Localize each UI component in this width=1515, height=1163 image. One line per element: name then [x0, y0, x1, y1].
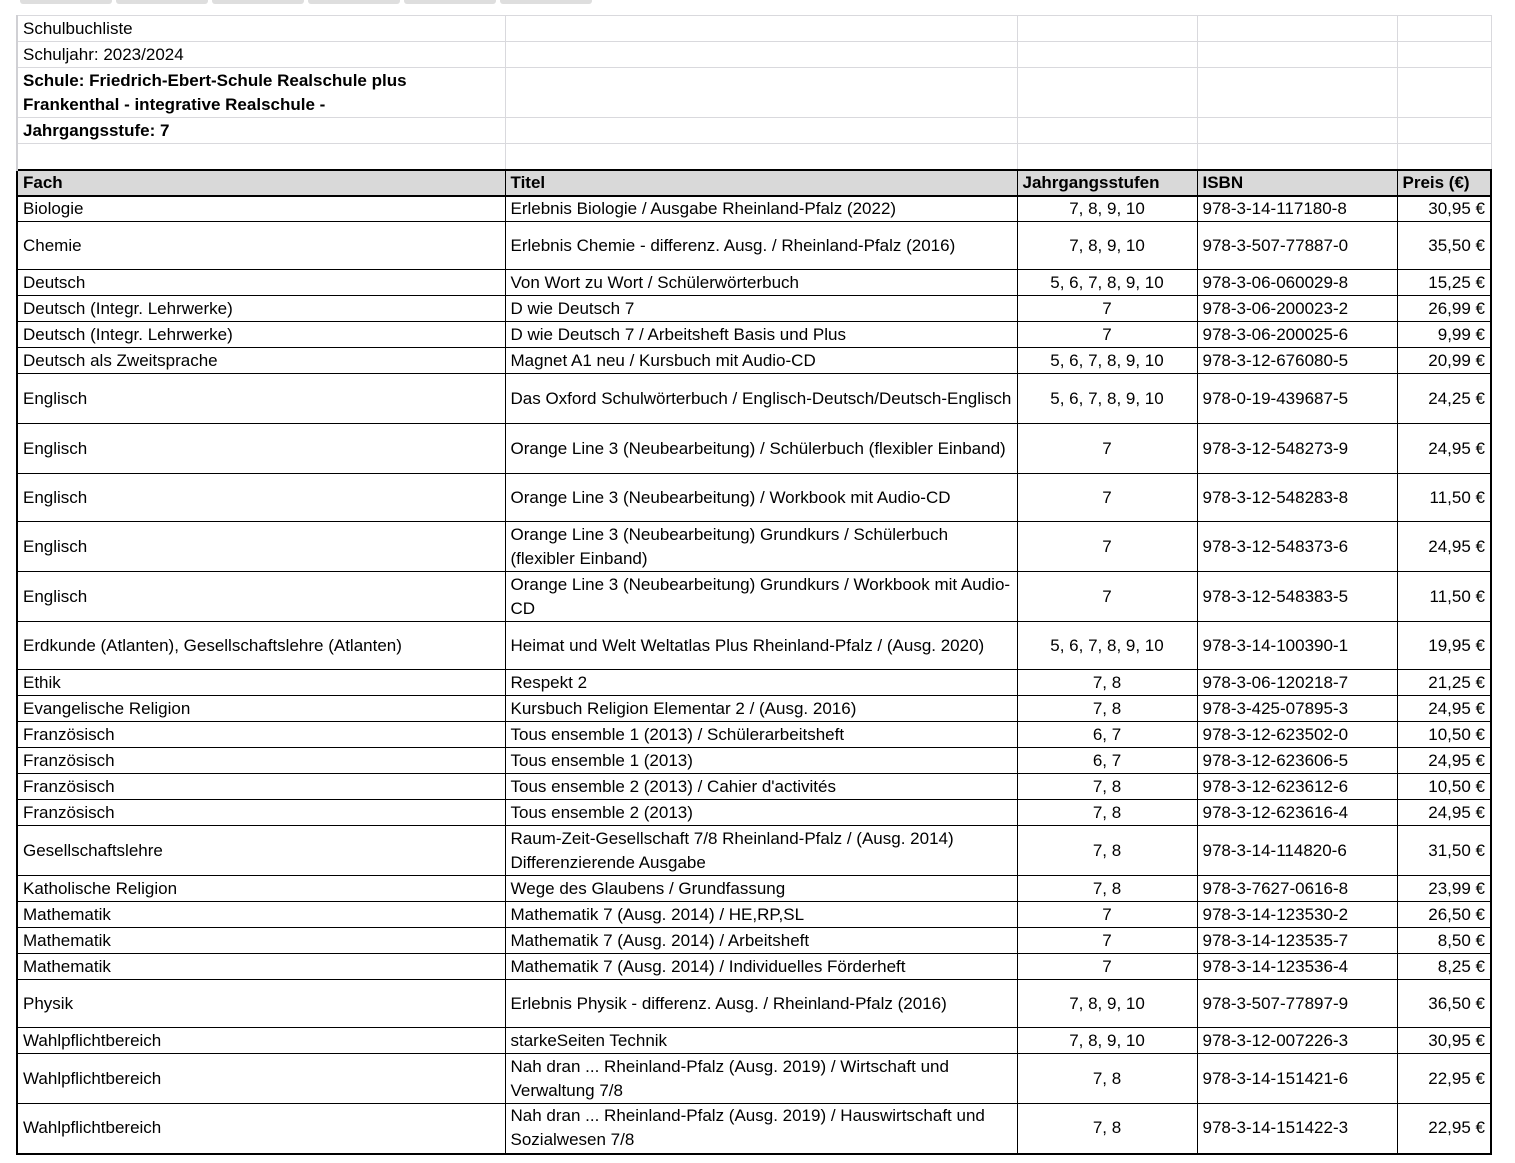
cell-price: 11,50 € [1397, 474, 1491, 522]
cell-subject: Französisch [17, 800, 505, 826]
cell-grades: 5, 6, 7, 8, 9, 10 [1017, 374, 1197, 424]
cell-price: 26,50 € [1397, 902, 1491, 928]
list-title: Schulbuchliste [17, 16, 505, 42]
grade-level: Jahrgangsstufe: 7 [17, 118, 505, 144]
cell-isbn: 978-3-06-120218-7 [1197, 670, 1397, 696]
table-row [17, 296, 1491, 322]
cell-isbn: 978-3-12-623606-5 [1197, 748, 1397, 774]
cell-price: 24,95 € [1397, 696, 1491, 722]
cell-grades: 7 [1017, 928, 1197, 954]
cell-title: Erlebnis Chemie - differenz. Ausg. / Rheinland-Pfalz (2016) [505, 222, 1017, 270]
cell-title: Das Oxford Schulwörterbuch / Englisch-Deutsch/Deutsch-Englisch [505, 374, 1017, 424]
cell-isbn: 978-3-14-114820-6 [1197, 826, 1397, 876]
table-row [17, 670, 1491, 696]
cell-price: 30,95 € [1397, 196, 1491, 222]
cell-title: Kursbuch Religion Elementar 2 / (Ausg. 2016) [505, 696, 1017, 722]
cell-title: Mathematik 7 (Ausg. 2014) / HE,RP,SL [505, 902, 1017, 928]
cell-grades: 7 [1017, 424, 1197, 474]
cell-grades: 7 [1017, 474, 1197, 522]
school-name: Schule: Friedrich-Ebert-Schule Realschule plus Frankenthal - integrative Realschule - [17, 68, 505, 118]
cell-grades: 7, 8 [1017, 876, 1197, 902]
cell-price: 19,95 € [1397, 622, 1491, 670]
sheet-tab[interactable] [212, 0, 304, 4]
cell-grades: 7 [1017, 296, 1197, 322]
cell-subject: Wahlpflichtbereich [17, 1104, 505, 1154]
cell-subject: Mathematik [17, 902, 505, 928]
cell-grades: 7, 8 [1017, 696, 1197, 722]
cell-title: Tous ensemble 2 (2013) [505, 800, 1017, 826]
table-row [17, 1028, 1491, 1054]
sheet-tab[interactable] [404, 0, 496, 4]
cell-title: Erlebnis Biologie / Ausgabe Rheinland-Pfalz (2022) [505, 196, 1017, 222]
school-year: Schuljahr: 2023/2024 [17, 42, 505, 68]
table-row [17, 696, 1491, 722]
cell-price: 31,50 € [1397, 826, 1491, 876]
cell-isbn: 978-3-7627-0616-8 [1197, 876, 1397, 902]
cell-subject: Englisch [17, 522, 505, 572]
cell-title: D wie Deutsch 7 [505, 296, 1017, 322]
cell-price: 10,50 € [1397, 722, 1491, 748]
table-row [17, 928, 1491, 954]
cell-grades: 7, 8 [1017, 1054, 1197, 1104]
sheet-tab[interactable] [500, 0, 592, 4]
cell-price: 11,50 € [1397, 572, 1491, 622]
cell-isbn: 978-3-06-200023-2 [1197, 296, 1397, 322]
cell-subject: Wahlpflichtbereich [17, 1028, 505, 1054]
table-row [17, 196, 1491, 222]
cell-subject: Deutsch als Zweitsprache [17, 348, 505, 374]
cell-subject: Wahlpflichtbereich [17, 1054, 505, 1104]
cell-subject: Evangelische Religion [17, 696, 505, 722]
column-header-title: Titel [505, 170, 1017, 196]
column-header-grades: Jahrgangsstufen [1017, 170, 1197, 196]
table-row [17, 774, 1491, 800]
cell-grades: 7, 8 [1017, 826, 1197, 876]
cell-subject: Biologie [17, 196, 505, 222]
sheet-tab-strip [20, 0, 592, 4]
cell-title: Respekt 2 [505, 670, 1017, 696]
cell-subject: Französisch [17, 722, 505, 748]
cell-title: starkeSeiten Technik [505, 1028, 1017, 1054]
cell-subject: Französisch [17, 774, 505, 800]
cell-isbn: 978-3-14-123530-2 [1197, 902, 1397, 928]
cell-grades: 7, 8 [1017, 1104, 1197, 1154]
cell-grades: 7, 8, 9, 10 [1017, 1028, 1197, 1054]
table-row [17, 954, 1491, 980]
cell-price: 26,99 € [1397, 296, 1491, 322]
column-header-price: Preis (€) [1397, 170, 1491, 196]
cell-isbn: 978-3-12-548373-6 [1197, 522, 1397, 572]
table-row [17, 374, 1491, 424]
cell-subject: Englisch [17, 374, 505, 424]
cell-price: 24,95 € [1397, 522, 1491, 572]
cell-price: 8,25 € [1397, 954, 1491, 980]
cell-isbn: 978-3-14-123536-4 [1197, 954, 1397, 980]
cell-title: Raum-Zeit-Gesellschaft 7/8 Rheinland-Pfalz / (Ausg. 2014) Differenzierende Ausgabe [505, 826, 1017, 876]
cell-price: 9,99 € [1397, 322, 1491, 348]
cell-grades: 7, 8, 9, 10 [1017, 222, 1197, 270]
column-header-subject: Fach [17, 170, 505, 196]
cell-grades: 7 [1017, 572, 1197, 622]
cell-price: 22,95 € [1397, 1104, 1491, 1154]
schoolbook-table [16, 15, 1492, 1155]
sheet-header [17, 16, 1491, 170]
cell-subject: Chemie [17, 222, 505, 270]
table-row [17, 876, 1491, 902]
sheet-tab[interactable] [116, 0, 208, 4]
table-row [17, 748, 1491, 774]
cell-price: 30,95 € [1397, 1028, 1491, 1054]
cell-subject: Erdkunde (Atlanten), Gesellschaftslehre (Atlanten) [17, 622, 505, 670]
cell-isbn: 978-3-425-07895-3 [1197, 696, 1397, 722]
table-row [17, 826, 1491, 876]
cell-subject: Englisch [17, 572, 505, 622]
cell-subject: Mathematik [17, 928, 505, 954]
cell-isbn: 978-3-12-623612-6 [1197, 774, 1397, 800]
cell-isbn: 978-3-14-100390-1 [1197, 622, 1397, 670]
cell-price: 20,99 € [1397, 348, 1491, 374]
cell-grades: 5, 6, 7, 8, 9, 10 [1017, 270, 1197, 296]
book-rows [17, 196, 1491, 1154]
table-row [17, 722, 1491, 748]
cell-price: 24,95 € [1397, 424, 1491, 474]
table-row [17, 322, 1491, 348]
cell-grades: 7 [1017, 954, 1197, 980]
table-row [17, 270, 1491, 296]
cell-subject: Katholische Religion [17, 876, 505, 902]
cell-title: D wie Deutsch 7 / Arbeitsheft Basis und Plus [505, 322, 1017, 348]
cell-subject: Englisch [17, 474, 505, 522]
cell-title: Erlebnis Physik - differenz. Ausg. / Rheinland-Pfalz (2016) [505, 980, 1017, 1028]
cell-title: Wege des Glaubens / Grundfassung [505, 876, 1017, 902]
cell-price: 21,25 € [1397, 670, 1491, 696]
cell-subject: Deutsch (Integr. Lehrwerke) [17, 322, 505, 348]
cell-grades: 6, 7 [1017, 722, 1197, 748]
cell-isbn: 978-3-507-77887-0 [1197, 222, 1397, 270]
table-row [17, 1104, 1491, 1154]
cell-isbn: 978-3-12-548283-8 [1197, 474, 1397, 522]
cell-isbn: 978-0-19-439687-5 [1197, 374, 1397, 424]
cell-isbn: 978-3-14-123535-7 [1197, 928, 1397, 954]
table-row [17, 348, 1491, 374]
cell-isbn: 978-3-06-200025-6 [1197, 322, 1397, 348]
cell-title: Magnet A1 neu / Kursbuch mit Audio-CD [505, 348, 1017, 374]
cell-grades: 7 [1017, 522, 1197, 572]
cell-isbn: 978-3-12-548383-5 [1197, 572, 1397, 622]
table-row [17, 572, 1491, 622]
cell-isbn: 978-3-12-676080-5 [1197, 348, 1397, 374]
cell-subject: Englisch [17, 424, 505, 474]
cell-price: 15,25 € [1397, 270, 1491, 296]
cell-isbn: 978-3-14-151421-6 [1197, 1054, 1397, 1104]
cell-grades: 5, 6, 7, 8, 9, 10 [1017, 622, 1197, 670]
cell-subject: Ethik [17, 670, 505, 696]
cell-grades: 5, 6, 7, 8, 9, 10 [1017, 348, 1197, 374]
table-row [17, 222, 1491, 270]
cell-price: 36,50 € [1397, 980, 1491, 1028]
cell-title: Mathematik 7 (Ausg. 2014) / Arbeitsheft [505, 928, 1017, 954]
cell-grades: 7, 8 [1017, 800, 1197, 826]
cell-title: Orange Line 3 (Neubearbeitung) Grundkurs / Workbook mit Audio-CD [505, 572, 1017, 622]
cell-isbn: 978-3-14-151422-3 [1197, 1104, 1397, 1154]
cell-isbn: 978-3-12-623502-0 [1197, 722, 1397, 748]
sheet-tab[interactable] [20, 0, 112, 4]
cell-subject: Deutsch (Integr. Lehrwerke) [17, 296, 505, 322]
cell-isbn: 978-3-12-548273-9 [1197, 424, 1397, 474]
cell-grades: 7, 8 [1017, 670, 1197, 696]
cell-grades: 6, 7 [1017, 748, 1197, 774]
cell-grades: 7, 8, 9, 10 [1017, 196, 1197, 222]
table-row [17, 902, 1491, 928]
cell-price: 24,95 € [1397, 748, 1491, 774]
cell-price: 10,50 € [1397, 774, 1491, 800]
cell-title: Orange Line 3 (Neubearbeitung) / Schülerbuch (flexibler Einband) [505, 424, 1017, 474]
cell-title: Heimat und Welt Weltatlas Plus Rheinland-Pfalz / (Ausg. 2020) [505, 622, 1017, 670]
table-row [17, 800, 1491, 826]
cell-price: 8,50 € [1397, 928, 1491, 954]
cell-title: Tous ensemble 1 (2013) / Schülerarbeitsheft [505, 722, 1017, 748]
cell-price: 24,95 € [1397, 800, 1491, 826]
table-row [17, 1054, 1491, 1104]
cell-title: Tous ensemble 2 (2013) / Cahier d'activités [505, 774, 1017, 800]
sheet-tab[interactable] [308, 0, 400, 4]
cell-subject: Mathematik [17, 954, 505, 980]
table-row [17, 980, 1491, 1028]
cell-subject: Deutsch [17, 270, 505, 296]
cell-title: Nah dran ... Rheinland-Pfalz (Ausg. 2019) / Wirtschaft und Verwaltung 7/8 [505, 1054, 1017, 1104]
cell-grades: 7, 8 [1017, 774, 1197, 800]
cell-isbn: 978-3-12-007226-3 [1197, 1028, 1397, 1054]
cell-price: 23,99 € [1397, 876, 1491, 902]
cell-isbn: 978-3-12-623616-4 [1197, 800, 1397, 826]
table-row [17, 522, 1491, 572]
cell-isbn: 978-3-14-117180-8 [1197, 196, 1397, 222]
cell-title: Mathematik 7 (Ausg. 2014) / Individuelles Förderheft [505, 954, 1017, 980]
cell-grades: 7 [1017, 322, 1197, 348]
cell-grades: 7 [1017, 902, 1197, 928]
table-row [17, 622, 1491, 670]
cell-title: Nah dran ... Rheinland-Pfalz (Ausg. 2019) / Hauswirtschaft und Sozialwesen 7/8 [505, 1104, 1017, 1154]
table-row [17, 424, 1491, 474]
cell-grades: 7, 8, 9, 10 [1017, 980, 1197, 1028]
cell-subject: Physik [17, 980, 505, 1028]
column-header [17, 170, 1491, 196]
column-header-isbn: ISBN [1197, 170, 1397, 196]
cell-title: Orange Line 3 (Neubearbeitung) / Workbook mit Audio-CD [505, 474, 1017, 522]
cell-title: Tous ensemble 1 (2013) [505, 748, 1017, 774]
table-row [17, 474, 1491, 522]
cell-subject: Gesellschaftslehre [17, 826, 505, 876]
cell-isbn: 978-3-507-77897-9 [1197, 980, 1397, 1028]
cell-title: Von Wort zu Wort / Schülerwörterbuch [505, 270, 1017, 296]
cell-price: 22,95 € [1397, 1054, 1491, 1104]
cell-isbn: 978-3-06-060029-8 [1197, 270, 1397, 296]
cell-title: Orange Line 3 (Neubearbeitung) Grundkurs / Schülerbuch (flexibler Einband) [505, 522, 1017, 572]
cell-price: 35,50 € [1397, 222, 1491, 270]
cell-subject: Französisch [17, 748, 505, 774]
cell-price: 24,25 € [1397, 374, 1491, 424]
